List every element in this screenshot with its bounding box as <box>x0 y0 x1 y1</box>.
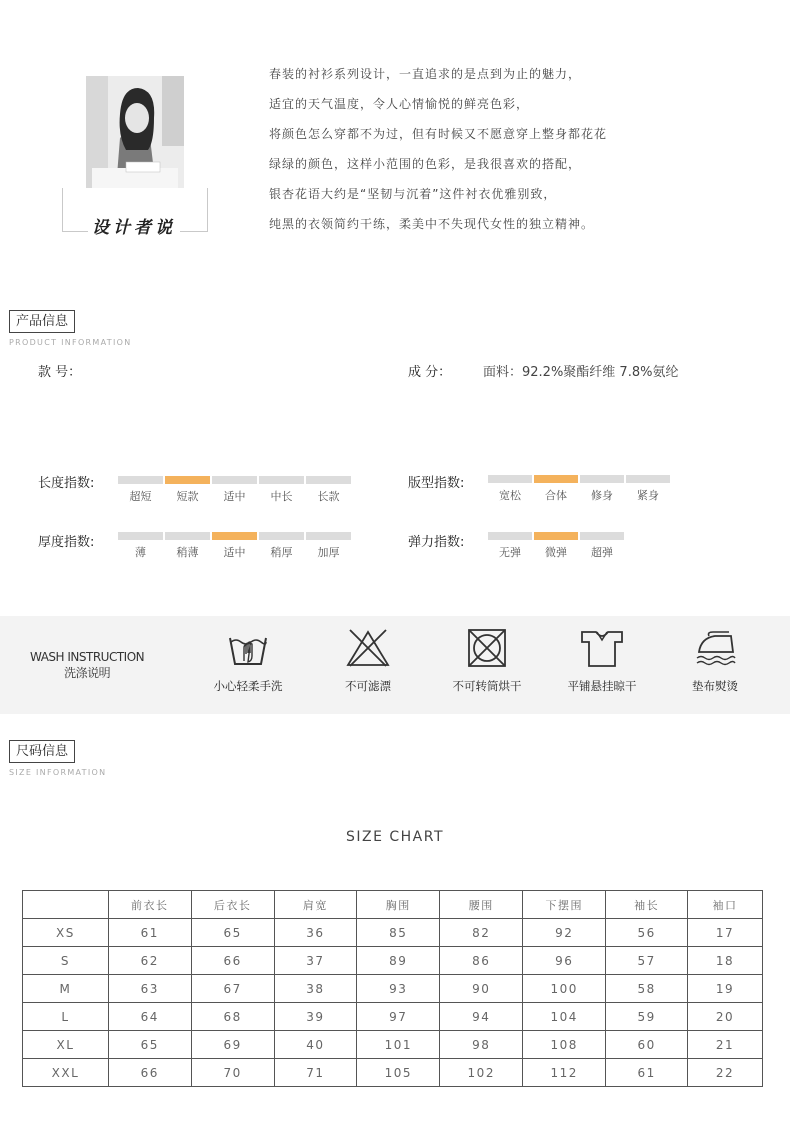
index-option-label: 加厚 <box>317 546 340 559</box>
table-cell: 66 <box>191 947 274 975</box>
index-option <box>165 476 210 504</box>
table-cell: 85 <box>357 919 440 947</box>
index-option <box>488 475 532 503</box>
index-option-label: 长款 <box>317 490 340 503</box>
table-row <box>23 1059 763 1087</box>
wash-title-cn: 洗涤说明 <box>64 666 111 680</box>
table-header-cell: 袖长 <box>606 891 688 919</box>
table-cell: 21 <box>688 1031 763 1059</box>
table-row <box>23 975 763 1003</box>
flat-dry-icon <box>578 628 626 668</box>
table-cell: 62 <box>108 947 191 975</box>
index-bar <box>306 532 351 540</box>
table-header-cell: 袖口 <box>688 891 763 919</box>
table-cell: 36 <box>274 919 357 947</box>
index-option <box>165 532 210 560</box>
index-option-label: 中长 <box>270 490 293 503</box>
table-cell: 65 <box>191 919 274 947</box>
no-bleach-icon <box>344 628 392 668</box>
table-cell: 94 <box>440 1003 523 1031</box>
index-option <box>580 475 624 503</box>
table-cell: 60 <box>606 1031 688 1059</box>
table-cell: 70 <box>191 1059 274 1087</box>
size-label-cell: XS <box>23 919 109 947</box>
index-option <box>212 532 257 560</box>
table-cell: 58 <box>606 975 688 1003</box>
table-cell: 57 <box>606 947 688 975</box>
product-info-title: 产品信息 <box>9 310 75 333</box>
table-header-cell: 胸围 <box>357 891 440 919</box>
table-cell: 101 <box>357 1031 440 1059</box>
table-cell: 93 <box>357 975 440 1003</box>
table-cell: 86 <box>440 947 523 975</box>
wash-item-iron <box>660 628 770 694</box>
wash-label: 不可转筒烘干 <box>452 679 522 693</box>
index-bar <box>165 532 210 540</box>
table-cell: 56 <box>606 919 688 947</box>
index-option-label: 紧身 <box>637 489 659 502</box>
index-bar <box>580 532 624 540</box>
size-info-title: 尺码信息 <box>9 740 75 763</box>
index-bar <box>118 476 163 484</box>
index-option-label: 宽松 <box>499 489 521 502</box>
table-cell: 90 <box>440 975 523 1003</box>
table-row <box>23 1003 763 1031</box>
index-bar-selected <box>165 476 210 484</box>
wash-item-no-bleach <box>313 628 423 694</box>
table-cell: 67 <box>191 975 274 1003</box>
composition-label: 成 分： <box>408 365 452 380</box>
index-option <box>534 475 578 503</box>
index-option <box>259 532 304 560</box>
statement-line: 绿绿的颜色，这样小范围的色彩，是我很喜欢的搭配， <box>269 157 582 171</box>
index-option-label: 微弹 <box>545 546 567 559</box>
index-option-label: 适中 <box>223 546 246 559</box>
table-cell: 19 <box>688 975 763 1003</box>
table-cell: 108 <box>523 1031 606 1059</box>
index-option-label: 稍厚 <box>270 546 293 559</box>
table-cell: 112 <box>523 1059 606 1087</box>
statement-line: 将颜色怎么穿都不为过，但有时候又不愿意穿上整身都花花 <box>269 127 608 141</box>
designer-statement <box>269 63 779 243</box>
style-number-label: 款 号： <box>38 365 82 380</box>
index-option-label: 适中 <box>223 490 246 503</box>
index-option-label: 合体 <box>545 489 567 502</box>
index-option <box>488 532 532 560</box>
table-cell: 22 <box>688 1059 763 1087</box>
table-header-cell: 肩宽 <box>274 891 357 919</box>
table-cell: 65 <box>108 1031 191 1059</box>
table-cell: 63 <box>108 975 191 1003</box>
wash-label: 不可滤漂 <box>345 679 391 693</box>
table-cell: 59 <box>606 1003 688 1031</box>
statement-line: 春装的衬衫系列设计，一直追求的是点到为止的魅力， <box>269 67 582 81</box>
table-cell: 17 <box>688 919 763 947</box>
table-cell: 71 <box>274 1059 357 1087</box>
index-option-label: 无弹 <box>499 546 521 559</box>
index-bar-selected <box>212 532 257 540</box>
table-cell: 20 <box>688 1003 763 1031</box>
table-cell: 18 <box>688 947 763 975</box>
elasticity-index-scale <box>488 532 624 560</box>
designer-photo <box>86 76 184 188</box>
table-row <box>23 947 763 975</box>
table-header-cell <box>23 891 109 919</box>
fit-index-label: 版型指数: <box>408 476 465 491</box>
size-label-cell: L <box>23 1003 109 1031</box>
length-index-scale <box>118 476 351 504</box>
table-cell: 68 <box>191 1003 274 1031</box>
table-header-cell: 后衣长 <box>191 891 274 919</box>
wash-label: 垫布熨烫 <box>692 679 738 693</box>
table-cell: 61 <box>108 919 191 947</box>
table-cell: 39 <box>274 1003 357 1031</box>
index-option-label: 短款 <box>176 490 199 503</box>
size-label-cell: S <box>23 947 109 975</box>
index-bar <box>626 475 670 483</box>
size-label-cell: XL <box>23 1031 109 1059</box>
size-table <box>22 890 763 1087</box>
wash-title-en: WASH INSTRUCTION <box>30 650 145 664</box>
index-option <box>534 532 578 560</box>
table-cell: 82 <box>440 919 523 947</box>
size-info-subtitle: SIZE INFORMATION <box>9 768 107 777</box>
index-bar-selected <box>534 475 578 483</box>
size-label-cell: M <box>23 975 109 1003</box>
thickness-index-scale <box>118 532 351 560</box>
table-row <box>23 1031 763 1059</box>
fit-index-scale <box>488 475 670 503</box>
table-row <box>23 919 763 947</box>
table-cell: 92 <box>523 919 606 947</box>
index-option-label: 稍薄 <box>176 546 199 559</box>
index-bar <box>306 476 351 484</box>
table-cell: 100 <box>523 975 606 1003</box>
index-option <box>626 475 670 503</box>
index-option-label: 薄 <box>135 546 146 559</box>
length-index-label: 长度指数: <box>38 476 95 491</box>
index-option-label: 超弹 <box>591 546 613 559</box>
table-cell: 105 <box>357 1059 440 1087</box>
table-cell: 37 <box>274 947 357 975</box>
index-option <box>306 532 351 560</box>
wash-label: 平铺悬挂晾干 <box>567 679 637 693</box>
statement-line: 银杏花语大约是“坚韧与沉着”这件衬衣优雅别致， <box>269 187 557 201</box>
composition-value: 面料：92.2%聚酯纤维 7.8%氨纶 <box>483 365 679 380</box>
size-label-cell: XXL <box>23 1059 109 1087</box>
table-cell: 61 <box>606 1059 688 1087</box>
wash-item-hand-wash <box>193 628 303 694</box>
index-bar <box>488 532 532 540</box>
table-header-cell: 下摆围 <box>523 891 606 919</box>
index-option <box>118 532 163 560</box>
table-cell: 89 <box>357 947 440 975</box>
wash-instruction-title <box>30 650 144 681</box>
index-option <box>212 476 257 504</box>
index-option <box>580 532 624 560</box>
product-info-subtitle: PRODUCT INFORMATION <box>9 338 132 347</box>
elasticity-index-label: 弹力指数: <box>408 535 465 550</box>
statement-line: 纯黑的衣领简约干练，柔美中不失现代女性的独立精神。 <box>269 217 595 231</box>
wash-item-flat-dry <box>547 628 657 694</box>
designer-title: 设计者说 <box>88 213 180 238</box>
table-header-row <box>23 891 763 919</box>
index-bar <box>212 476 257 484</box>
index-bar <box>488 475 532 483</box>
index-option <box>118 476 163 504</box>
index-bar <box>259 532 304 540</box>
table-cell: 64 <box>108 1003 191 1031</box>
index-bar <box>259 476 304 484</box>
index-option-label: 修身 <box>591 489 613 502</box>
wash-label: 小心轻柔手洗 <box>213 679 283 693</box>
table-cell: 96 <box>523 947 606 975</box>
index-bar <box>580 475 624 483</box>
index-bar <box>118 532 163 540</box>
no-tumble-dry-icon <box>463 628 511 668</box>
wash-item-no-tumble-dry <box>432 628 542 694</box>
table-cell: 102 <box>440 1059 523 1087</box>
table-cell: 66 <box>108 1059 191 1087</box>
index-option-label: 超短 <box>129 490 152 503</box>
table-header-cell: 腰围 <box>440 891 523 919</box>
table-cell: 97 <box>357 1003 440 1031</box>
table-cell: 98 <box>440 1031 523 1059</box>
statement-line: 适宜的天气温度，令人心情愉悦的鲜亮色彩， <box>269 97 530 111</box>
index-bar-selected <box>534 532 578 540</box>
size-chart-title: SIZE CHART <box>345 829 445 845</box>
table-cell: 104 <box>523 1003 606 1031</box>
iron-icon <box>691 628 739 668</box>
designer-portrait-image <box>86 76 184 188</box>
table-header-cell: 前衣长 <box>108 891 191 919</box>
index-option <box>306 476 351 504</box>
index-option <box>259 476 304 504</box>
table-cell: 38 <box>274 975 357 1003</box>
table-cell: 40 <box>274 1031 357 1059</box>
hand-wash-icon <box>224 628 272 668</box>
table-cell: 69 <box>191 1031 274 1059</box>
thickness-index-label: 厚度指数: <box>38 535 95 550</box>
